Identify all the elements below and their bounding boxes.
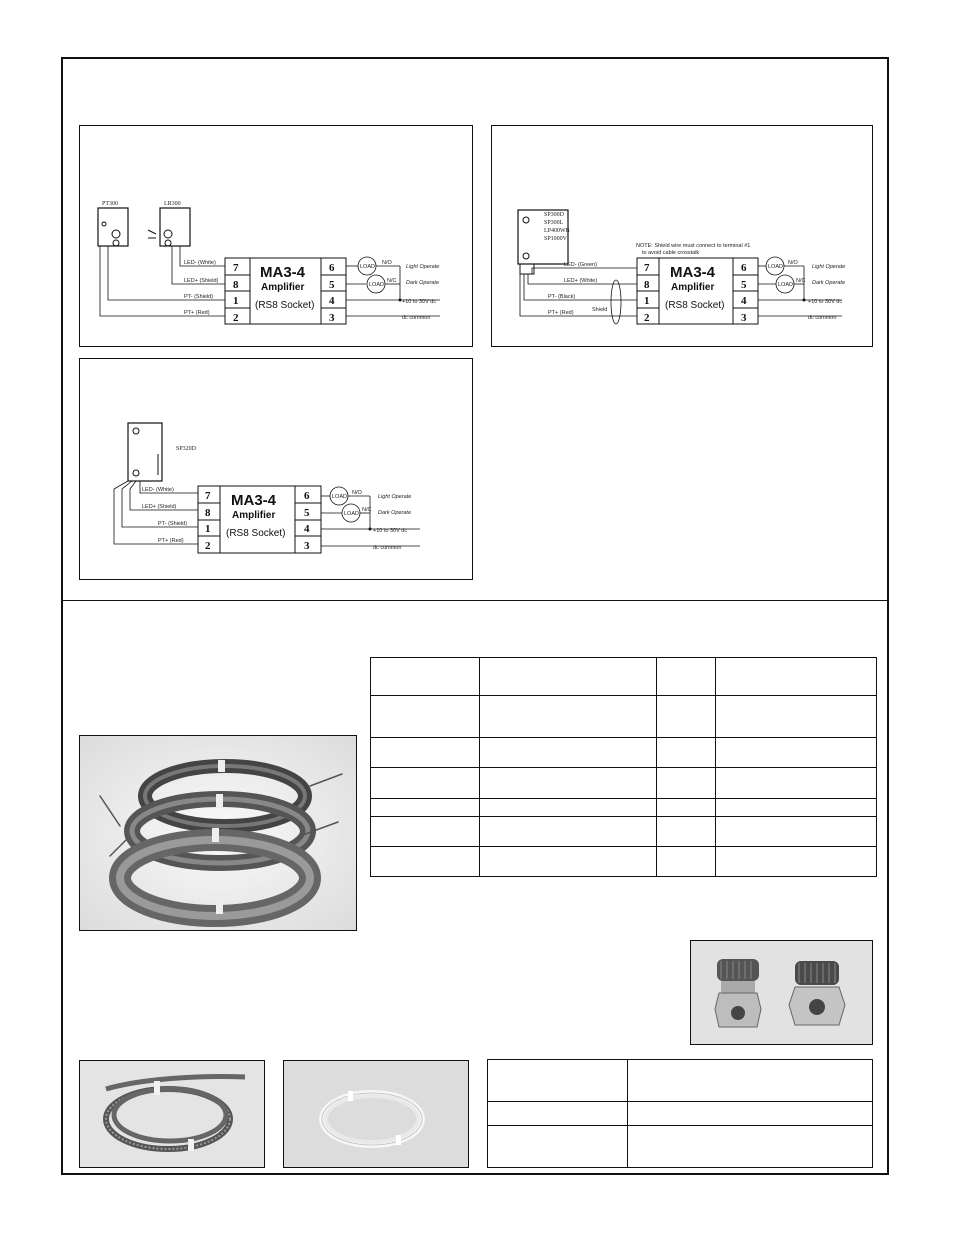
output-dark-operate: Dark Operate [406, 280, 440, 286]
table-row [488, 1102, 873, 1126]
pin-label: 1 [205, 523, 211, 535]
wire-label-1: LED- (White) [142, 487, 174, 493]
amplifier-title: MA3-4 [260, 264, 306, 281]
cable-coils-photo [79, 735, 357, 931]
table-row [371, 768, 877, 798]
accessory-table [487, 1059, 873, 1168]
note-line-2: to avoid cable crosstalk [642, 250, 700, 256]
wiring-diagram-sp300-series [491, 125, 873, 347]
pin-label: 5 [741, 279, 747, 291]
plastic-tubing-photo [283, 1060, 469, 1168]
nc-label: N/C [796, 278, 806, 284]
wire-label-2: LED+ (Shield) [184, 278, 219, 284]
pin-label: 2 [205, 540, 211, 552]
load-label: LOAD [360, 264, 375, 270]
amplifier-title: MA3-4 [231, 492, 277, 509]
pin-label: 6 [304, 490, 310, 502]
pin-label: 2 [644, 312, 650, 324]
shield-label: Shield [592, 307, 608, 313]
pin-label: 5 [329, 279, 335, 291]
wiring-diagram-pt300-lr300 [79, 125, 473, 347]
output-common: dc common [373, 545, 402, 551]
pin-label: 1 [233, 295, 239, 307]
model-label: LP400WB [544, 228, 570, 234]
sensor-lr300-icon [148, 208, 190, 246]
no-label: N/O [352, 490, 362, 496]
load-label: LOAD [768, 264, 783, 270]
output-dark-operate: Dark Operate [812, 280, 846, 286]
section-divider [63, 600, 887, 601]
pin-label: 7 [205, 490, 211, 502]
load-label: LOAD [369, 282, 384, 288]
wire-label-1: LED- (White) [184, 260, 216, 266]
amplifier-socket: (RS8 Socket) [255, 300, 315, 311]
table-row [371, 658, 877, 696]
wire-label-1: LED- (Green) [564, 262, 598, 268]
no-label: N/O [382, 260, 392, 266]
sensor-sp320d-icon [128, 423, 162, 481]
wire-label-3: PT- (Shield) [158, 521, 188, 527]
output-supply: +10 to 30V dc [808, 299, 843, 305]
nc-label: N/C [362, 507, 372, 513]
wire-label-2: LED+ (White) [564, 278, 598, 284]
connectors-photo [690, 940, 873, 1045]
pin-label: 4 [741, 295, 747, 307]
output-light-operate: Light Operate [378, 494, 412, 500]
table-row [371, 696, 877, 738]
model-label: SP1000V [544, 236, 568, 242]
amplifier-subtitle: Amplifier [232, 510, 276, 521]
pin-label: 8 [205, 507, 211, 519]
output-light-operate: Light Operate [812, 264, 846, 270]
load-label: LOAD [778, 282, 793, 288]
pin-label: 6 [741, 262, 747, 274]
table-row [371, 798, 877, 816]
table-row [371, 738, 877, 768]
wire-label-2: LED+ (Shield) [142, 504, 177, 510]
output-common: dc common [808, 315, 837, 321]
amplifier-title: MA3-4 [670, 264, 716, 281]
amplifier-subtitle: Amplifier [261, 282, 305, 293]
model-label: SP300D [544, 212, 565, 218]
load-label: LOAD [332, 494, 347, 500]
output-dark-operate: Dark Operate [378, 510, 412, 516]
pin-label: 3 [304, 540, 310, 552]
wiring-diagram-sp320d [79, 358, 473, 580]
model-label: SP300L [544, 220, 564, 226]
pin-label: 1 [644, 295, 650, 307]
pin-label: 3 [741, 312, 747, 324]
table-row [488, 1126, 873, 1168]
sensor-a-label: PT300 [102, 201, 119, 207]
table-row [371, 816, 877, 846]
amplifier-socket: (RS8 Socket) [226, 528, 286, 539]
pin-label: 7 [644, 262, 650, 274]
pin-label: 2 [233, 312, 239, 324]
pin-label: 7 [233, 262, 239, 274]
note-line-1: NOTE: Shield wire must connect to terminal #1 [636, 243, 751, 249]
nc-label: N/C [387, 278, 397, 284]
load-label: LOAD [344, 511, 359, 517]
wire-label-4: PT+ (Red) [184, 310, 210, 316]
table-row [371, 846, 877, 876]
wire-label-4: PT+ (Red) [158, 538, 184, 544]
flex-conduit-photo [79, 1060, 265, 1168]
wire-label-4: PT+ (Red) [548, 310, 574, 316]
no-label: N/O [788, 260, 798, 266]
pin-label: 4 [329, 295, 335, 307]
amplifier-socket: (RS8 Socket) [665, 300, 725, 311]
output-supply: +10 to 30V dc [402, 299, 437, 305]
pin-label: 3 [329, 312, 335, 324]
sensor-pt300-icon [98, 208, 128, 246]
wire-label-3: PT- (Black) [548, 294, 576, 300]
output-light-operate: Light Operate [406, 264, 440, 270]
amplifier-subtitle: Amplifier [671, 282, 715, 293]
pin-label: 8 [644, 279, 650, 291]
cable-table [370, 657, 877, 877]
wire-label-3: PT- (Shield) [184, 294, 214, 300]
model-label: SP320D [176, 446, 197, 452]
pin-label: 8 [233, 279, 239, 291]
pin-label: 5 [304, 507, 310, 519]
pin-label: 6 [329, 262, 335, 274]
output-supply: +10 to 30V dc [373, 528, 408, 534]
table-row [488, 1060, 873, 1102]
sensor-b-label: LR300 [164, 201, 181, 207]
output-common: dc common [402, 315, 431, 321]
pin-label: 4 [304, 523, 310, 535]
